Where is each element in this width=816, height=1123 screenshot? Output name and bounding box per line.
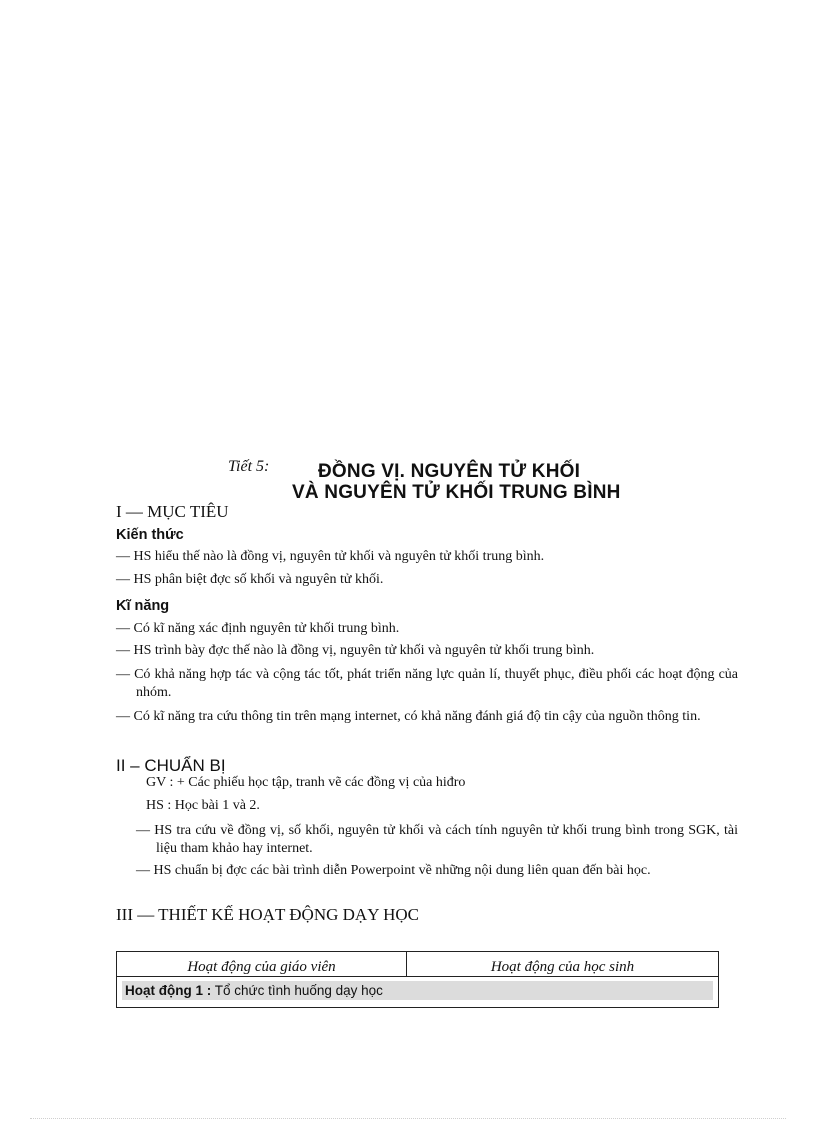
skills-item: — Có kĩ năng tra cứu thông tin trên mạng internet, có khả năng đánh giá độ tin cậy của nguồn thông tin. bbox=[116, 709, 701, 724]
section-heading-preparation: II – CHUẨN BỊ bbox=[116, 756, 226, 775]
knowledge-item: — HS hiểu thế nào là đồng vị, nguyên tử khối và nguyên tử khối trung bình. bbox=[116, 549, 545, 564]
activity-1-label: Hoạt động 1 : bbox=[125, 983, 212, 998]
preparation-item: — HS chuẩn bị đợc các bài trình diễn Powerpoint về những nội dung liên quan đến bài học. bbox=[136, 863, 651, 878]
skills-item: — Có kĩ năng xác định nguyên tử khối trung bình. bbox=[116, 621, 400, 636]
activity-1-bar bbox=[122, 981, 713, 1000]
activity-1-text: Tổ chức tình huống dạy học bbox=[214, 983, 383, 998]
column-header-teacher: Hoạt động của giáo viên bbox=[117, 952, 407, 977]
lesson-title-line1: ĐỒNG VỊ. NGUYÊN TỬ KHỐI bbox=[318, 461, 581, 482]
skills-item: — Có khả năng hợp tác và cộng tác tốt, phát triển năng lực quản lí, thuyết phục, điều phối các hoạt động của nhóm. bbox=[116, 667, 738, 700]
preparation-gv: GV : + Các phiếu học tập, tranh vẽ các đồng vị của hiđro bbox=[146, 775, 466, 790]
subheading-knowledge: Kiến thức bbox=[116, 527, 184, 543]
activity-row bbox=[117, 977, 719, 1008]
knowledge-item: — HS phân biệt đợc số khối và nguyên tử khối. bbox=[116, 572, 384, 587]
lesson-title-line2: VÀ NGUYÊN TỬ KHỐI TRUNG BÌNH bbox=[292, 482, 621, 503]
section-heading-objectives: I — MỤC TIÊU bbox=[116, 502, 229, 521]
column-header-student: Hoạt động của học sinh bbox=[407, 952, 719, 977]
activity-table bbox=[116, 951, 719, 1008]
page-bottom-divider bbox=[30, 1118, 786, 1119]
section-heading-design: III — THIẾT KẾ HOẠT ĐỘNG DẠY HỌC bbox=[116, 905, 419, 924]
preparation-hs: HS : Học bài 1 và 2. bbox=[146, 798, 260, 813]
subheading-skills: Kĩ năng bbox=[116, 598, 170, 614]
lesson-label: Tiết 5: bbox=[228, 458, 270, 475]
preparation-item: — HS tra cứu về đồng vị, số khối, nguyên tử khối và cách tính nguyên tử khối trung bình trong SGK, tài liệu tham khảo hay internet. bbox=[136, 823, 738, 856]
skills-item: — HS trình bày đợc thế nào là đồng vị, nguyên tử khối và nguyên tử khối trung bình. bbox=[116, 643, 595, 658]
